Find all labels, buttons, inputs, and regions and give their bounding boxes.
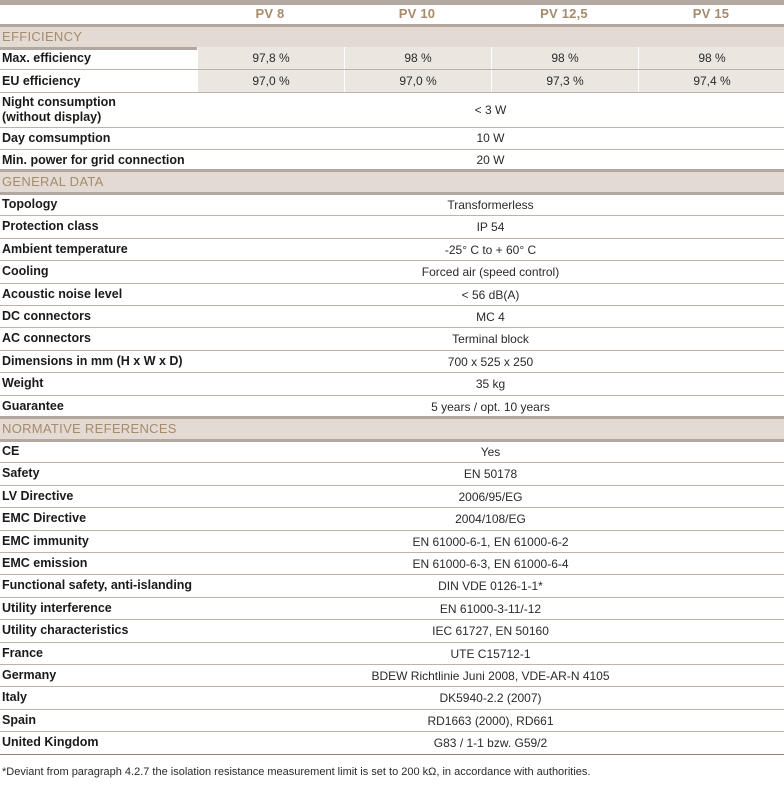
row-value: DK5940-2.2 (2007) <box>439 691 542 706</box>
row-value: EN 61000-3-11/-12 <box>439 601 542 616</box>
row-label: EMC emission <box>2 556 88 570</box>
table-row <box>0 441 784 463</box>
value-cell: 97,4 % <box>638 70 784 92</box>
row-value: 10 W <box>476 131 505 145</box>
table-row <box>0 620 784 642</box>
row-label: Min. power for grid connection <box>2 153 185 167</box>
row-value: IEC 61727, EN 50160 <box>432 624 549 639</box>
table-row <box>0 128 784 150</box>
column-header-pv10: PV 10 <box>398 6 436 21</box>
row-label: CE <box>2 444 20 458</box>
table-row <box>0 373 784 395</box>
row-value: EN 61000-6-1, EN 61000-6-2 <box>412 534 569 549</box>
table-row <box>0 194 784 216</box>
row-value: DIN VDE 0126-1-1* <box>438 579 543 594</box>
section-title: GENERAL DATA <box>2 174 104 189</box>
section-normative-references <box>0 416 784 442</box>
row-label: AC connectors <box>2 331 91 346</box>
table-row <box>0 47 784 70</box>
row-value: EN 50178 <box>463 467 518 482</box>
table-row <box>0 261 784 283</box>
row-value: UTE C15712-1 <box>450 646 531 661</box>
row-label: Guarantee <box>2 398 64 413</box>
row-label: Night consumption <box>2 95 116 109</box>
table-row <box>0 710 784 732</box>
top-rule <box>0 0 784 5</box>
value-cell: 98 % <box>638 47 784 69</box>
table-row <box>0 239 784 261</box>
row-label: Protection class <box>2 219 99 234</box>
column-headers <box>0 6 784 24</box>
row-value: < 3 W <box>474 103 507 117</box>
table-row <box>0 93 784 128</box>
table-row <box>0 575 784 597</box>
row-value: Terminal block <box>452 332 529 347</box>
table-row <box>0 508 784 530</box>
row-value: EN 61000-6-3, EN 61000-6-4 <box>412 557 569 571</box>
table-row <box>0 70 784 93</box>
row-label: Utility interference <box>2 600 112 615</box>
table-row <box>0 306 784 328</box>
table-row <box>0 687 784 709</box>
row-label: Cooling <box>2 264 49 279</box>
row-label: Max. efficiency <box>2 51 91 65</box>
section-title: NORMATIVE REFERENCES <box>2 421 177 436</box>
row-value: 700 x 525 x 250 <box>447 354 534 369</box>
row-label: EMC immunity <box>2 533 89 548</box>
row-label: Spain <box>2 712 37 727</box>
row-value: 20 W <box>476 153 505 167</box>
table-row <box>0 351 784 373</box>
row-label: Italy <box>2 690 28 705</box>
row-value: Transformerless <box>447 198 534 212</box>
row-value: Yes <box>480 445 501 459</box>
row-value: IP 54 <box>476 220 505 235</box>
row-label: Dimensions in mm (H x W x D) <box>2 353 183 368</box>
row-value: 35 kg <box>475 377 506 392</box>
row-value: G83 / 1-1 bzw. G59/2 <box>433 736 548 751</box>
row-label: EU efficiency <box>2 74 81 88</box>
row-label: DC connectors <box>2 309 91 323</box>
table-row <box>0 598 784 620</box>
row-value: RD1663 (2000), RD661 <box>427 713 554 728</box>
row-label-sub: (without display) <box>2 110 102 124</box>
table-row <box>0 643 784 665</box>
value-cell: 98 % <box>491 47 638 69</box>
row-label: Acoustic noise level <box>2 286 123 301</box>
row-value: 2006/95/EG <box>458 489 523 504</box>
row-label: Safety <box>2 466 40 481</box>
table-row <box>0 486 784 508</box>
column-header-pv12-5: PV 12,5 <box>540 6 588 21</box>
row-value: -25° C to + 60° C <box>444 242 537 257</box>
row-label: Utility characteristics <box>2 623 129 638</box>
row-label: Topology <box>2 197 58 211</box>
row-value: 2004/108/EG <box>455 512 526 527</box>
row-label: Weight <box>2 376 44 391</box>
row-label: Ambient temperature <box>2 241 128 256</box>
table-row <box>0 463 784 485</box>
row-label: Functional safety, anti-islanding <box>2 578 193 593</box>
row-value: 5 years / opt. 10 years <box>431 399 550 414</box>
row-label: Germany <box>2 668 57 682</box>
section-general-data <box>0 169 784 195</box>
footnote: *Deviant from paragraph 4.2.7 the isolation resistance measurement limit is set to 200 kΩ, in accordance with authorities. <box>2 766 591 778</box>
column-header-pv15: PV 15 <box>692 6 730 21</box>
value-cell: 97,0 % <box>197 70 344 92</box>
value-cell: 97,3 % <box>491 70 638 92</box>
row-value: < 56 dB(A) <box>461 287 520 302</box>
table-row <box>0 553 784 575</box>
row-value: BDEW Richtlinie Juni 2008, VDE-AR-N 4105 <box>371 669 610 683</box>
row-label: LV Directive <box>2 488 74 503</box>
row-label: EMC Directive <box>2 511 87 526</box>
row-value: Forced air (speed control) <box>421 265 560 280</box>
table-row <box>0 732 784 754</box>
row-label: Day comsumption <box>2 131 111 145</box>
row-label: United Kingdom <box>2 735 99 750</box>
value-cell: 97,0 % <box>344 70 491 92</box>
section-title: EFFICIENCY <box>2 29 83 44</box>
table-row <box>0 531 784 553</box>
table-row <box>0 284 784 306</box>
column-header-pv8: PV 8 <box>255 6 285 21</box>
table-row <box>0 328 784 350</box>
row-value: MC 4 <box>476 310 505 324</box>
value-cell: 98 % <box>344 47 491 69</box>
row-label: France <box>2 645 43 660</box>
table-row <box>0 396 784 418</box>
table-row <box>0 216 784 238</box>
table-row <box>0 665 784 687</box>
value-cell: 97,8 % <box>197 47 344 69</box>
